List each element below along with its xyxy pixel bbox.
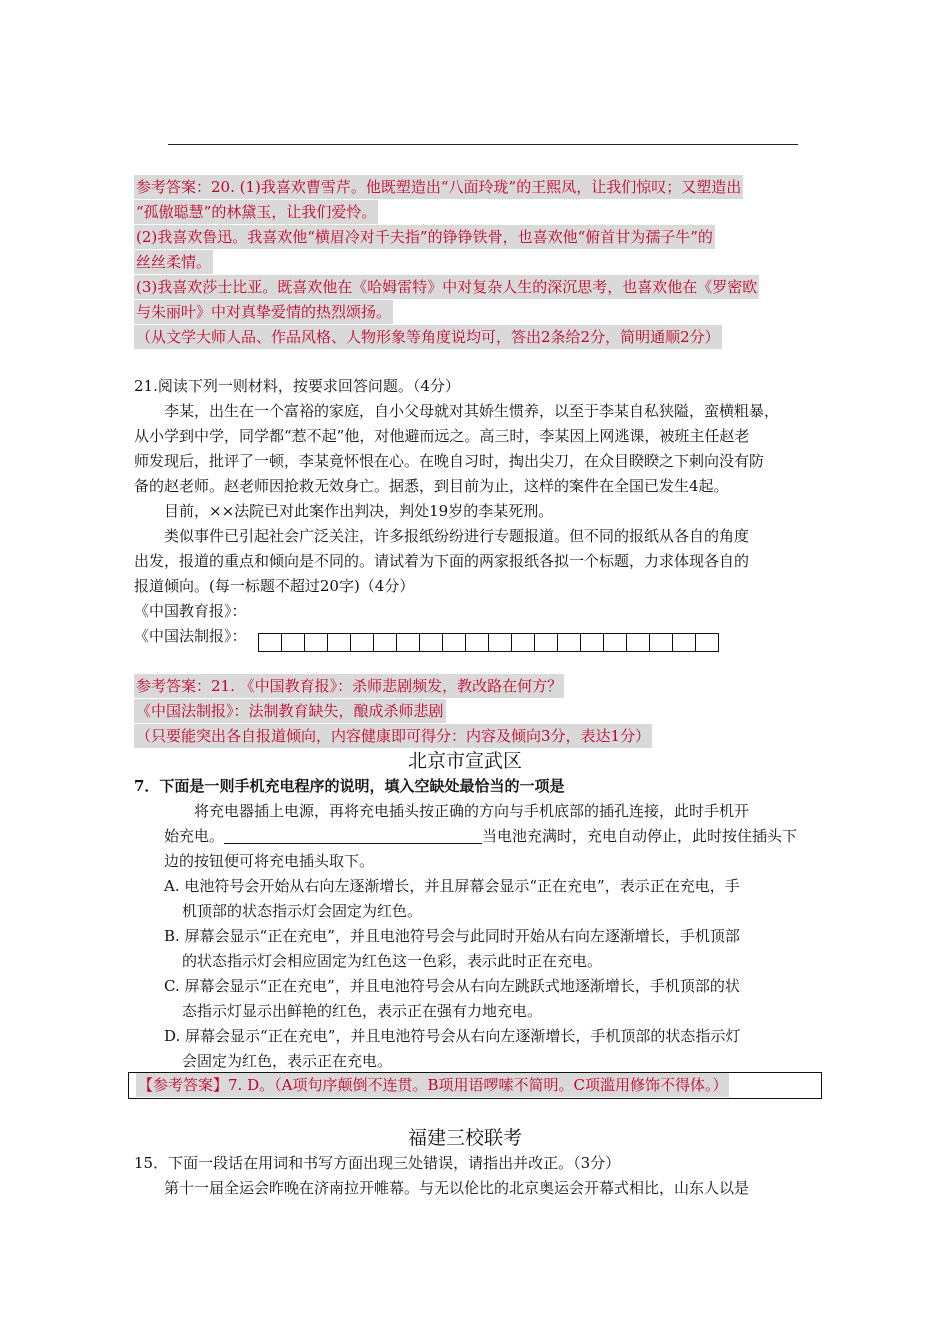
section-title-fujian: 福建三校联考 xyxy=(408,1127,523,1149)
header-rule xyxy=(168,144,798,145)
grid-cell xyxy=(351,633,374,652)
grid-cell xyxy=(489,633,512,652)
grid-cell xyxy=(627,633,650,652)
q7-option-d-line2: 会固定为红色，表示正在充电。 xyxy=(182,1052,393,1070)
grid-cell xyxy=(673,633,696,652)
grid-cell xyxy=(650,633,673,652)
q21-paper1-label: 《中国教育报》： xyxy=(134,602,247,620)
q21-p1-line4: 备的赵老师。赵老师因抢救无效身亡。据悉，到目前为止，这样的案件在全国已发生4起。 xyxy=(134,477,729,495)
grid-cell xyxy=(397,633,420,652)
grid-cell xyxy=(305,633,328,652)
q21-p3-line3: 报道倾向。(每一标题不超过20字)（4分） xyxy=(134,577,415,595)
grid-cell xyxy=(696,633,719,652)
answer20-line5: (3)我喜欢莎士比亚。既喜欢他在《哈姆雷特》中对复杂人生的深沉思考，也喜欢他在《罗密欧 xyxy=(134,275,759,299)
grid-cell xyxy=(259,633,282,652)
q7-option-b-line2: 的状态指示灯会相应固定为红色这一色彩，表示此时正在充电。 xyxy=(182,952,603,970)
q21-p1-line2: 从小学到中学，同学都“惹不起”他，对他避而远之。高三时，李某因上网逃课，被班主任赵老 xyxy=(134,427,750,445)
grid-cell xyxy=(466,633,489,652)
q15-p-line1: 第十一届全运会昨晚在济南拉开帷幕。与无以伦比的北京奥运会开幕式相比，山东人以是 xyxy=(164,1179,750,1197)
answer21-line1: 参考答案：21. 《中国教育报》：杀师悲剧频发，教改路在何方？ xyxy=(134,674,564,698)
q7-p-line2 xyxy=(164,824,797,848)
q7-option-c-line2: 态指示灯显示出鲜艳的红色，表示正在强有力地充电。 xyxy=(182,1002,543,1020)
q21-p3-line2: 出发，报道的重点和倾向是不同的。请试着为下面的两家报纸各拟一个标题，力求体现各自的 xyxy=(134,552,750,570)
answer21-line3: （只要能突出各自报道倾向，内容健康即可得分：内容及倾向3分，表达1分） xyxy=(134,724,652,748)
grid-cell xyxy=(282,633,305,652)
answer20-line6: 与朱丽叶》中对真挚爱情的热烈颂扬。 xyxy=(134,300,393,324)
q7-option-a-line2: 机顶部的状态指示灯会固定为红色。 xyxy=(182,902,423,920)
q7-option-d-line1: D. 屏幕会显示“正在充电”，并且电池符号会从右向左逐渐增长，手机顶部的状态指示灯 xyxy=(164,1027,741,1045)
q7-title: 7．下面是一则手机充电程序的说明，填入空缺处最恰当的一项是 xyxy=(134,777,565,795)
answer21-line2: 《中国法制报》：法制教育缺失，酿成杀师悲剧 xyxy=(134,699,446,723)
q7-p-line1: 将充电器插上电源，再将充电插头按正确的方向与手机底部的插孔连接，此时手机开 xyxy=(194,802,750,820)
q7-p-line3: 边的按钮便可将充电插头取下。 xyxy=(164,852,375,870)
q7-option-b-line1: B. 屏幕会显示“正在充电”，并且电池符号会与此同时开始从右向左逐渐增长，手机顶部 xyxy=(164,927,740,945)
q21-p1-line3: 师发现后，批评了一顿，李某竟怀恨在心。在晚自习时，掏出尖刀，在众目睽睽之下刺向没有防 xyxy=(134,452,765,470)
q15-title: 15．下面一段话在用词和书写方面出现三处错误，请指出并改正。（3分） xyxy=(134,1154,621,1172)
grid-cell xyxy=(420,633,443,652)
grid-cell xyxy=(558,633,581,652)
q21-p2: 目前，××法院已对此案作出判决，判处19岁的李某死刑。 xyxy=(164,502,554,520)
q7-p-line2a: 始充电。 xyxy=(164,827,225,845)
grid-cell xyxy=(535,633,558,652)
grid-cell xyxy=(512,633,535,652)
q7-option-a-line1: A. 电池符号会开始从右向左逐渐增长，并且屏幕会显示“正在充电”，表示正在充电，手 xyxy=(164,877,740,895)
grid-cell xyxy=(604,633,627,652)
q7-answer: 【参考答案】7. D。（A项句序颠倒不连贯。B项用语啰嗦不简明。C项滥用修饰不得体。） xyxy=(136,1073,729,1097)
answer20-line1: 参考答案：20. (1)我喜欢曹雪芹。他既塑造出“八面玲珑”的王熙凤，让我们惊叹；又塑造出 xyxy=(134,175,743,199)
answer-grid xyxy=(258,633,719,652)
grid-cell xyxy=(374,633,397,652)
answer20-line3: (2)我喜欢鲁迅。我喜欢他“横眉冷对千夫指”的铮铮铁骨，也喜欢他“俯首甘为孺子牛”的 xyxy=(134,225,715,249)
q21-p1-line1: 李某，出生在一个富裕的家庭，自小父母就对其娇生惯养，以至于李某自私狭隘，蛮横粗暴， xyxy=(164,402,780,420)
q21-p3-line1: 类似事件已引起社会广泛关注，许多报纸纷纷进行专题报道。但不同的报纸从各自的角度 xyxy=(164,527,750,545)
grid-cell xyxy=(328,633,351,652)
q21-paper2-label: 《中国法制报》： xyxy=(134,627,247,645)
q7-option-c-line1: C. 屏幕会显示“正在充电”，并且电池符号会从右向左跳跃式地逐渐增长，手机顶部的状 xyxy=(164,977,740,995)
q7-p-line2b: 当电池充满时，充电自动停止，此时按住插头下 xyxy=(482,827,798,845)
answer20-line4: 丝丝柔情。 xyxy=(134,250,213,274)
q21-title: 21.阅读下列一则材料，按要求回答问题。（4分） xyxy=(134,377,460,395)
section-title-xuanwu: 北京市宣武区 xyxy=(408,750,523,772)
grid-cell xyxy=(443,633,466,652)
grid-cell xyxy=(581,633,604,652)
answer20-line2: “孤傲聪慧”的林黛玉，让我们爱怜。 xyxy=(134,200,378,224)
q7-blank[interactable] xyxy=(224,827,482,844)
answer20-line7: （从文学大师人品、作品风格、人物形象等角度说均可，答出2条给2分，简明通顺2分） xyxy=(134,325,722,349)
